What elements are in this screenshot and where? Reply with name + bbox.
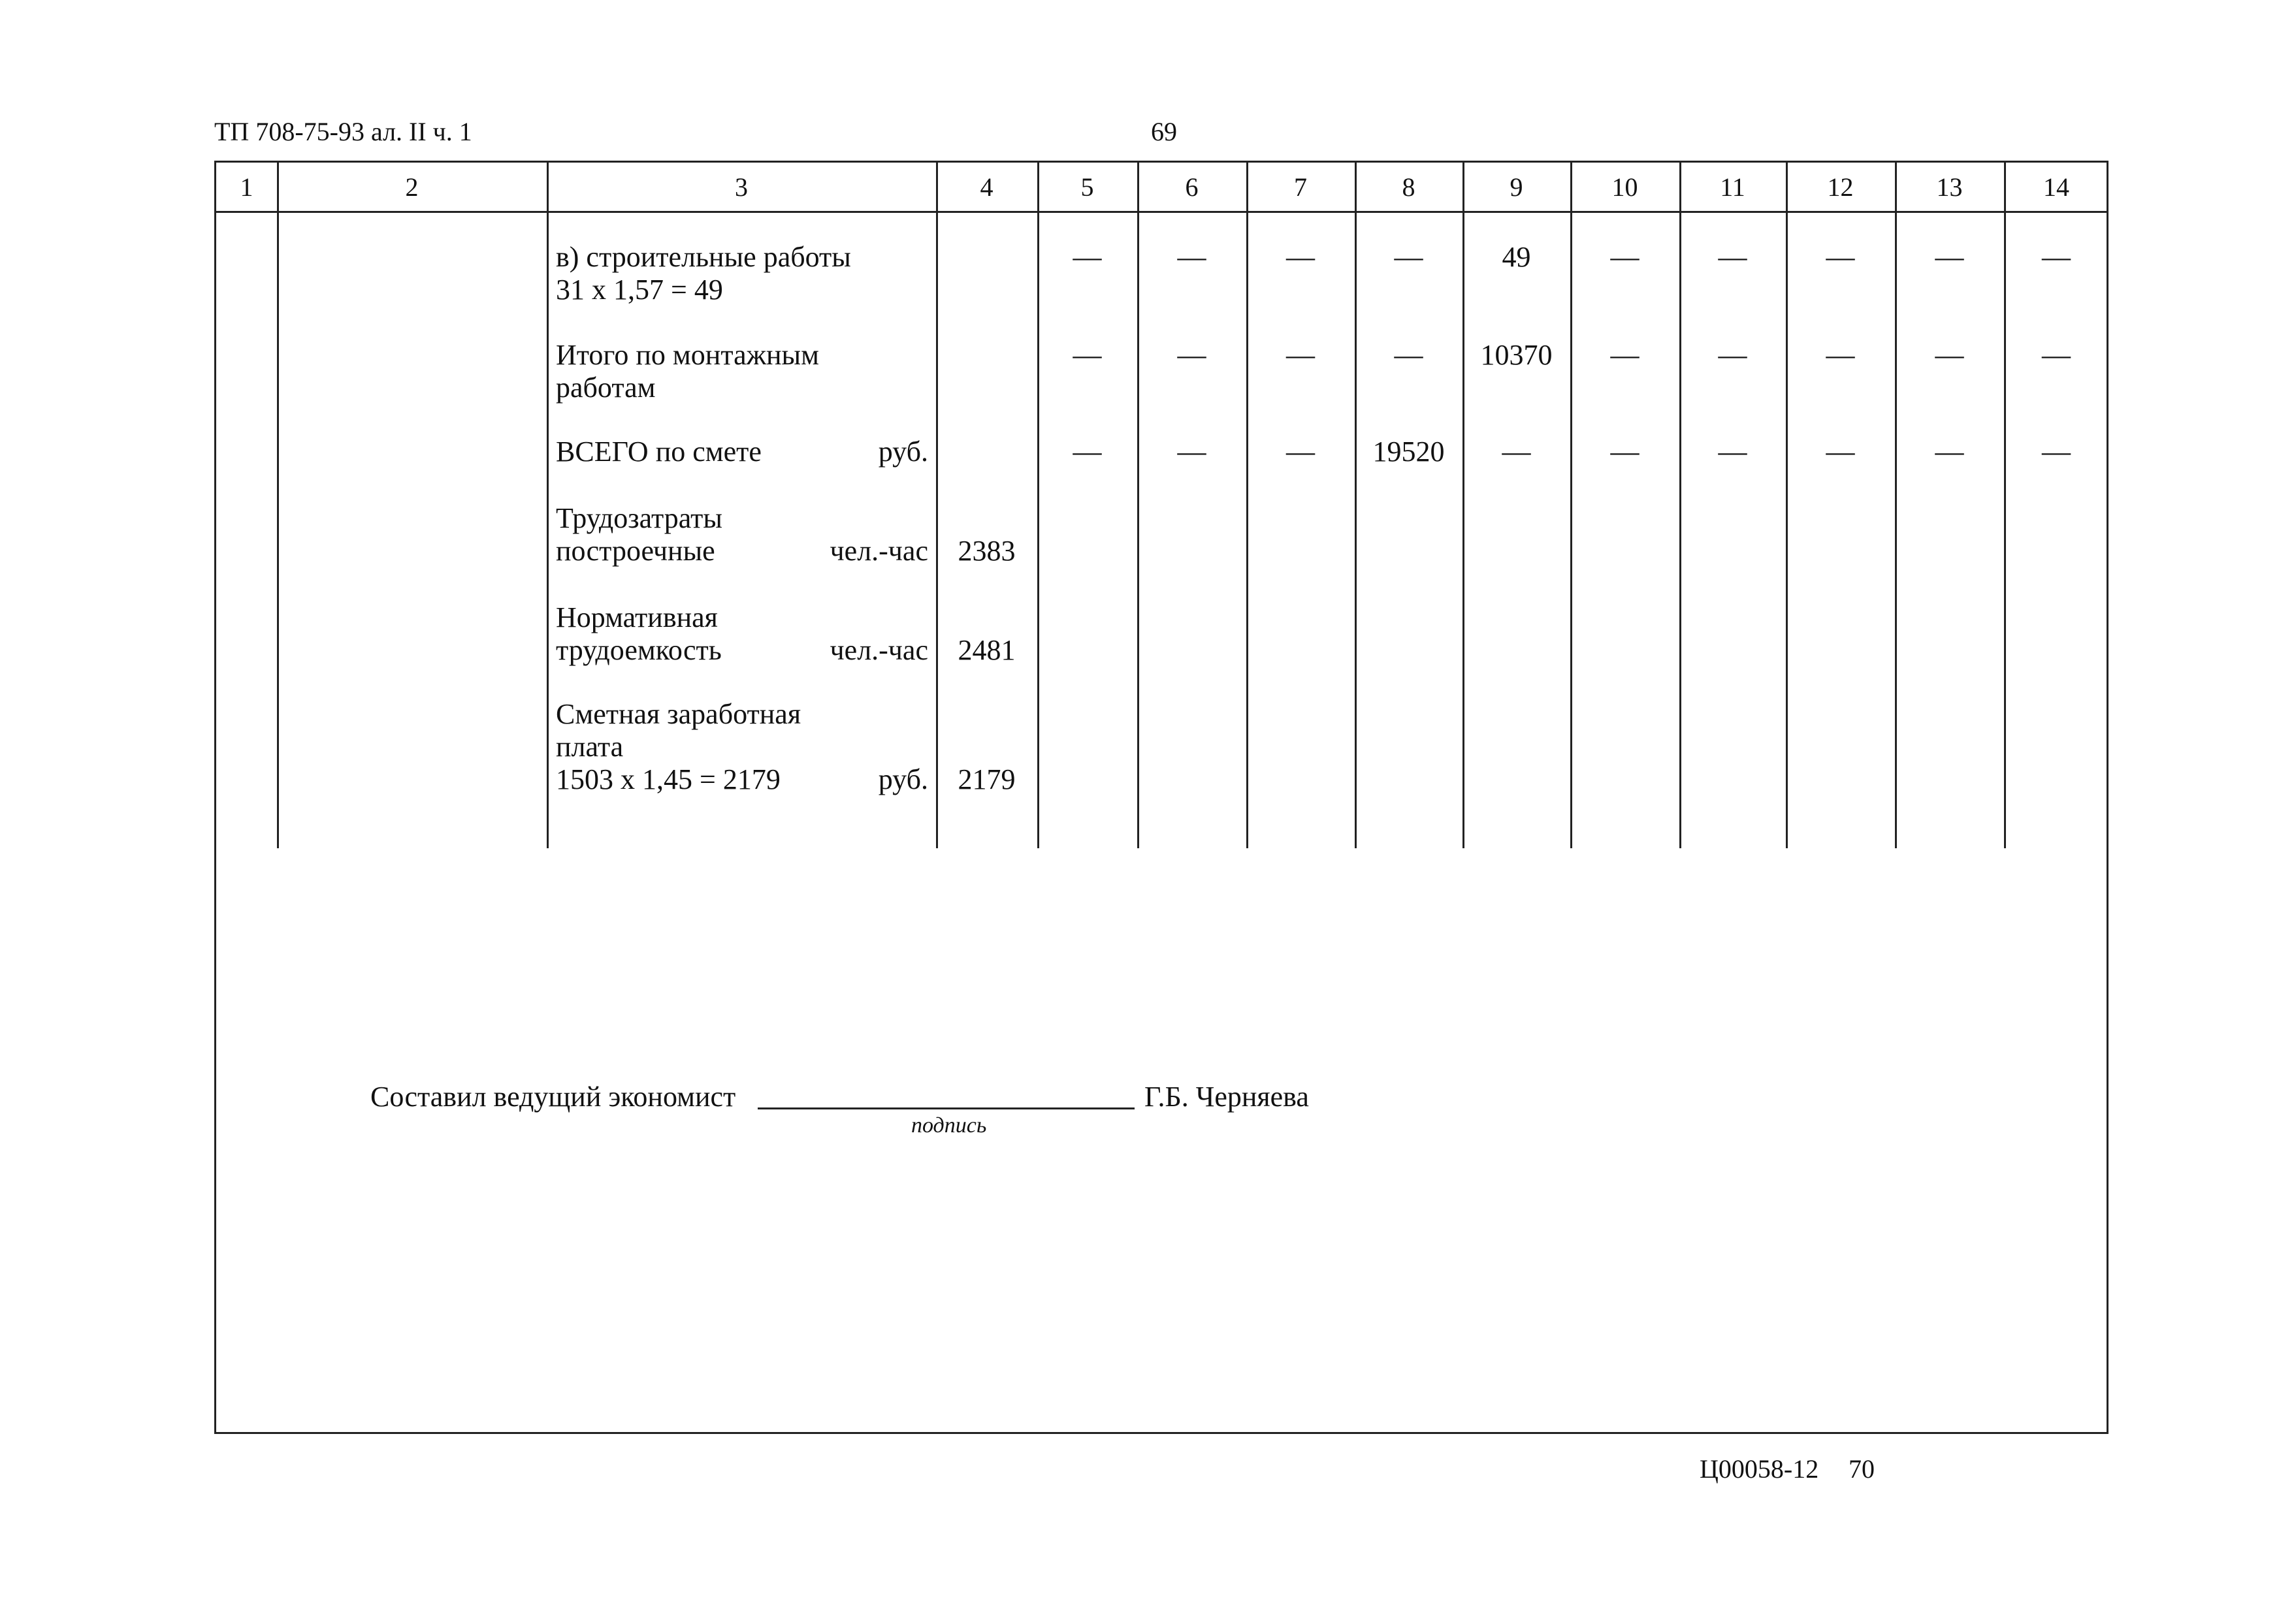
row-value-cell: — xyxy=(1177,241,1206,273)
row-value-cell: — xyxy=(1610,339,1640,371)
column-number: 14 xyxy=(2043,172,2069,202)
row-col4-value: 2383 xyxy=(958,535,1016,567)
row-col4-value: 2481 xyxy=(958,634,1016,666)
row-description: 31 х 1,57 = 49 xyxy=(556,274,723,306)
row-value-cell: — xyxy=(2042,241,2071,273)
row-value-cell: — xyxy=(1718,241,1747,273)
row-value-cell: — xyxy=(1286,436,1315,468)
row-description: ВСЕГО по смете xyxy=(556,436,762,468)
row-value-cell: — xyxy=(1177,436,1206,468)
signature-underline xyxy=(758,1107,1135,1109)
row-description: в) строительные работы xyxy=(556,241,851,273)
column-number: 8 xyxy=(1402,172,1415,202)
row-description: 1503 х 1,45 = 2179 xyxy=(556,763,781,795)
row-value-cell: — xyxy=(1718,339,1747,371)
column-number: 11 xyxy=(1720,172,1745,202)
column-number: 4 xyxy=(980,172,994,202)
row-col4-value: 2179 xyxy=(958,763,1016,795)
row-description: Трудозатраты xyxy=(556,502,722,534)
row-value-cell: — xyxy=(1718,436,1747,468)
estimate-table xyxy=(214,161,2108,1434)
column-number: 5 xyxy=(1080,172,1094,202)
row-value-cell: — xyxy=(1826,339,1855,371)
column-number: 13 xyxy=(1936,172,1963,202)
row-value-cell: — xyxy=(1826,436,1855,468)
row-value-cell: — xyxy=(1073,339,1102,371)
row-unit: руб. xyxy=(878,436,928,468)
row-value-cell: — xyxy=(1286,339,1315,371)
row-description: Итого по монтажным xyxy=(556,339,819,371)
row-value-cell: 10370 xyxy=(1480,339,1553,371)
row-description: работам xyxy=(556,372,656,404)
row-value-cell: — xyxy=(1935,436,1964,468)
row-description: Нормативная xyxy=(556,601,718,633)
column-number: 3 xyxy=(735,172,748,202)
row-value-cell: — xyxy=(1826,241,1855,273)
signature-label: Составил ведущий экономист xyxy=(370,1081,736,1113)
row-unit: чел.-час xyxy=(830,634,928,666)
row-value-cell: — xyxy=(1073,241,1102,273)
header-divider xyxy=(216,211,2107,213)
row-value-cell: — xyxy=(1394,241,1423,273)
row-value-cell: 19520 xyxy=(1372,436,1445,468)
row-value-cell: — xyxy=(1286,241,1315,273)
row-value-cell: — xyxy=(1177,339,1206,371)
page-number: 69 xyxy=(1151,117,1177,146)
row-description: трудоемкость xyxy=(556,634,722,666)
row-unit: руб. xyxy=(878,763,928,795)
row-value-cell: — xyxy=(1502,436,1531,468)
column-number: 2 xyxy=(405,172,419,202)
signer-name: Г.Б. Черняева xyxy=(1144,1081,1309,1113)
row-value-cell: — xyxy=(1394,339,1423,371)
column-number: 9 xyxy=(1510,172,1523,202)
column-number: 6 xyxy=(1185,172,1199,202)
row-value-cell: — xyxy=(2042,436,2071,468)
row-value-cell: — xyxy=(1610,241,1640,273)
row-value-cell: — xyxy=(2042,339,2071,371)
footer-page-number: 70 xyxy=(1849,1454,1875,1484)
row-value-cell: 49 xyxy=(1502,241,1531,273)
row-description: построечные xyxy=(556,535,715,567)
row-value-cell: — xyxy=(1073,436,1102,468)
row-unit: чел.-час xyxy=(830,535,928,567)
signature-caption: подпись xyxy=(911,1113,987,1138)
column-number: 10 xyxy=(1611,172,1638,202)
column-number: 12 xyxy=(1827,172,1854,202)
column-divider xyxy=(547,163,549,848)
row-value-cell: — xyxy=(1935,339,1964,371)
column-number: 7 xyxy=(1294,172,1307,202)
column-number: 1 xyxy=(240,172,253,202)
row-value-cell: — xyxy=(1935,241,1964,273)
row-description: плата xyxy=(556,731,624,763)
column-divider xyxy=(936,163,938,848)
row-value-cell: — xyxy=(1610,436,1640,468)
row-description: Сметная заработная xyxy=(556,698,801,730)
column-divider xyxy=(277,163,279,848)
document-code: ТП 708-75-93 ал. II ч. 1 xyxy=(214,117,472,146)
footer-code: Ц00058-12 xyxy=(1700,1454,1819,1484)
